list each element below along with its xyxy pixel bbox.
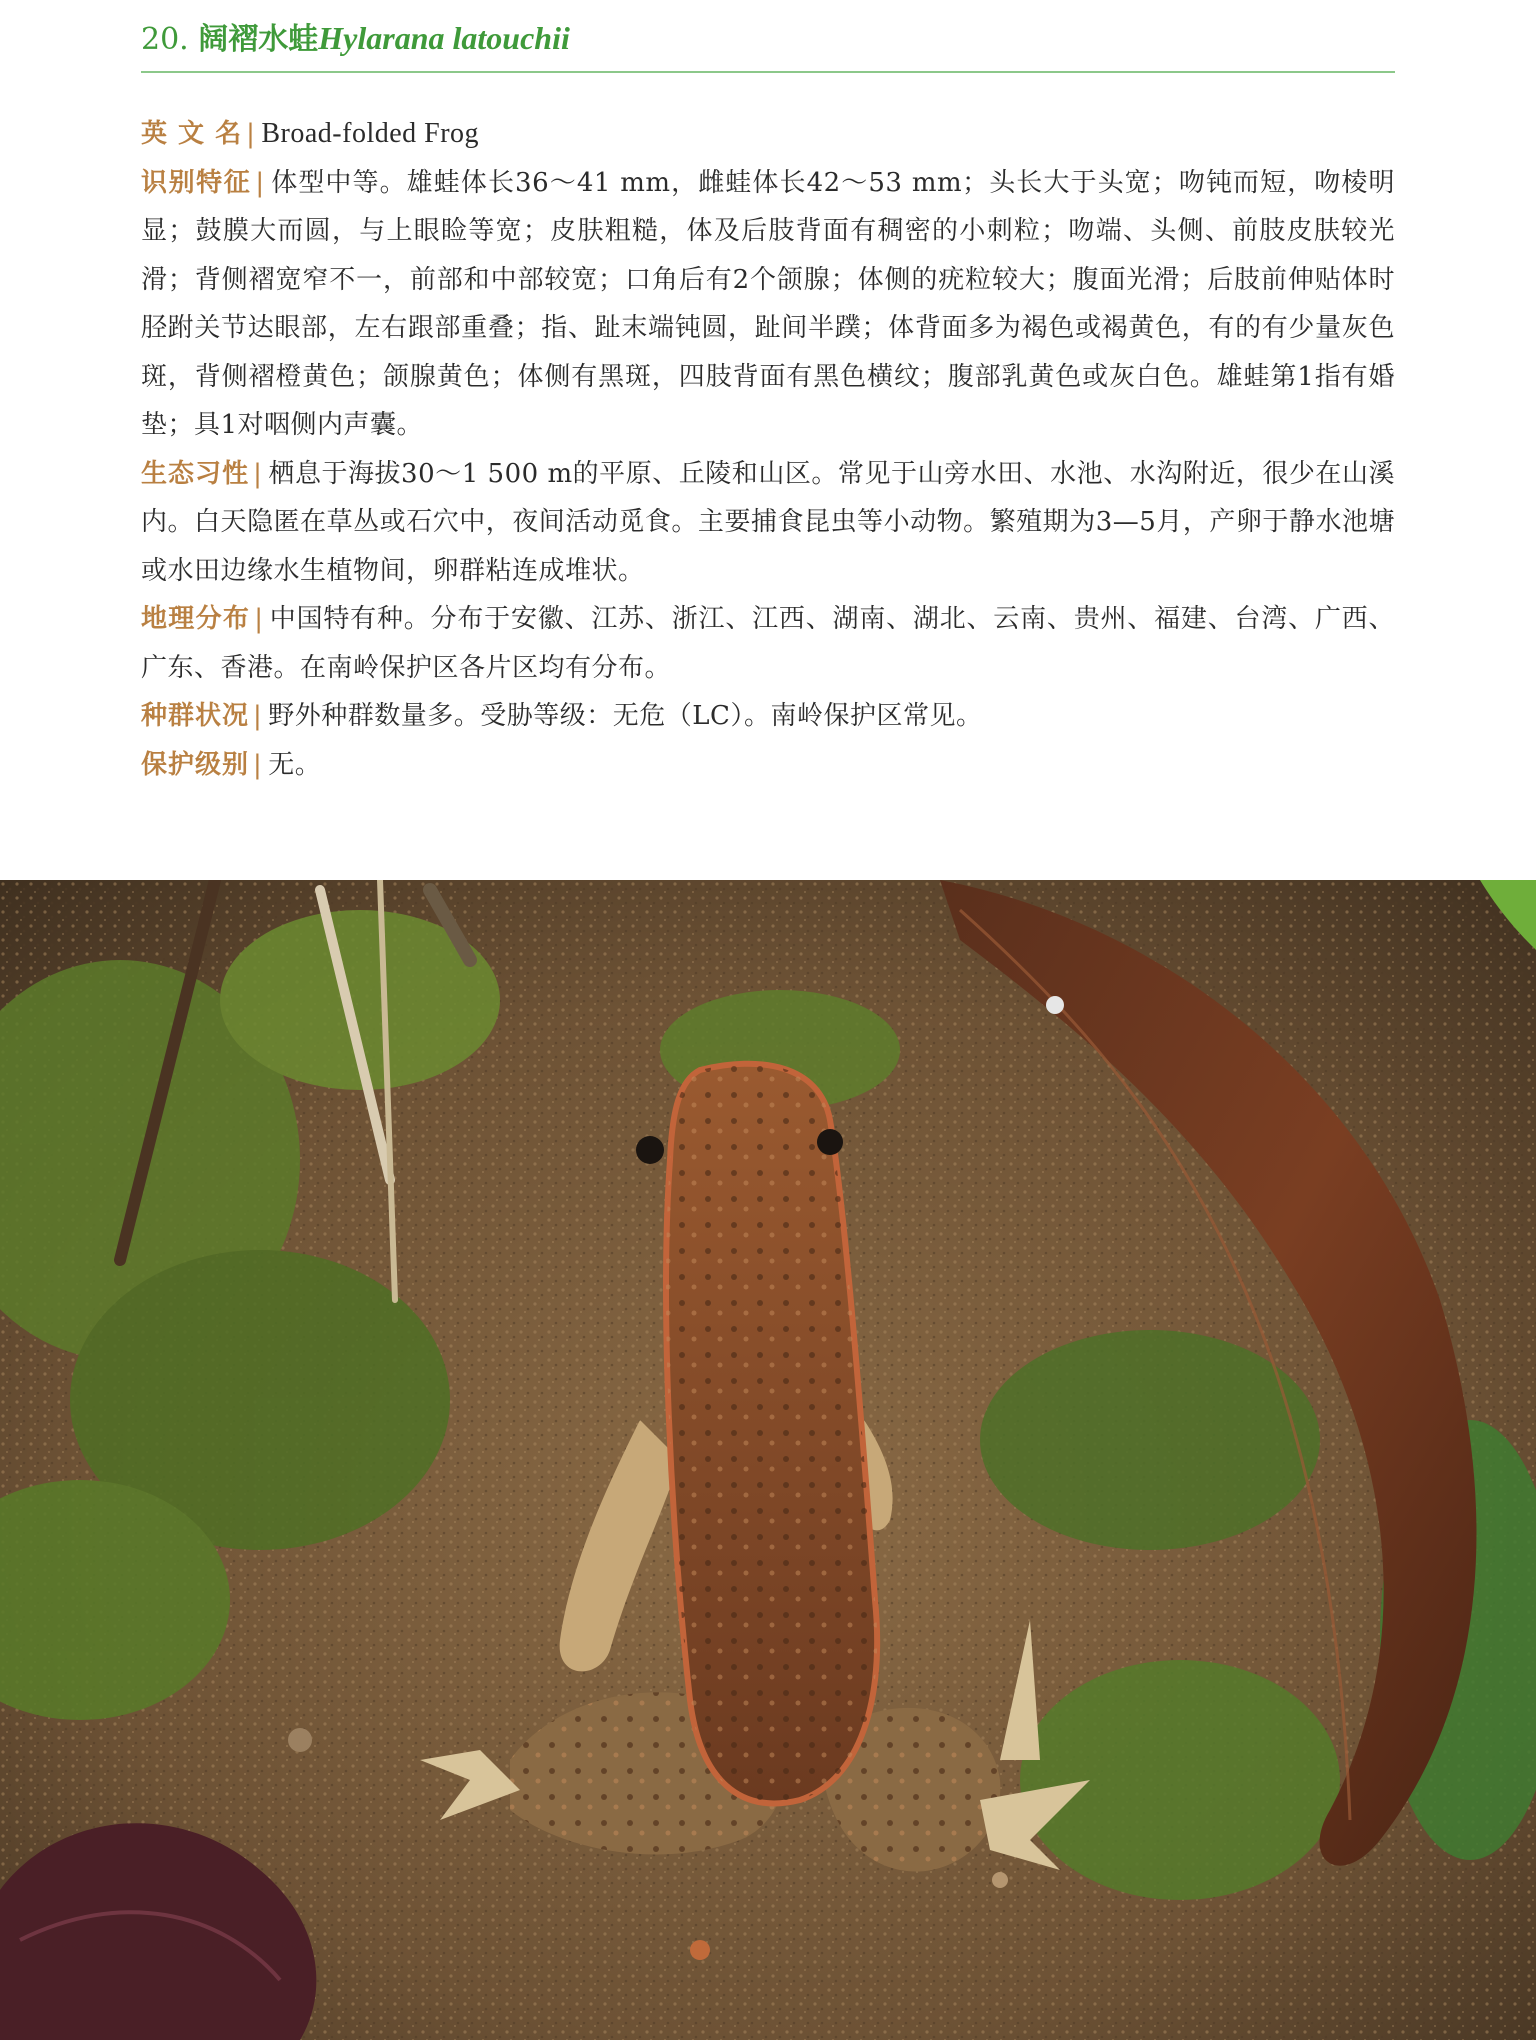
species-name-zh: 阔褶水蛙	[198, 22, 319, 57]
entry-label: 识别特征	[141, 167, 252, 198]
entry-text: 体型中等。雄蛙体长36～41 mm，雌蛙体长42～53 mm；头长大于头宽；吻钝而短，吻棱明显；鼓膜大而圆，与上眼睑等宽；皮肤粗糙，体及后肢背面有稠密的小刺粒；吻端、头侧、前肢皮肤较光滑；背侧褶宽窄不一，前部和中部较宽；口角后有2个颌腺；体侧的疣粒较大；腹面光滑；后肢前伸贴体时胫跗关节达眼部，左右跟部重叠；指、趾末端钝圆，趾间半蹼；体背面多为褐色或褐黄色，有的有少量灰色斑，背侧褶橙黄色；颌腺黄色；体侧有黑斑，四肢背面有黑色横纹；腹部乳黄色或灰白色。雄蛙第1指有婚垫；具1对咽侧内声囊。	[141, 167, 1395, 440]
species-name-latin: Hylarana latouchii	[318, 20, 570, 56]
frog-eye	[636, 1136, 664, 1164]
entry-english-name	[141, 110, 1395, 159]
entry-label: 种群状况	[141, 701, 250, 731]
page-title	[141, 18, 570, 60]
entry-text: Broad-folded Frog	[261, 118, 480, 149]
entry-separator: |	[254, 604, 264, 634]
entry-text: 栖息于海拔30～1 500 m的平原、丘陵和山区。常见于山旁水田、水池、水沟附近，很少在山溪内。白天隐匿在草丛或石穴中，夜间活动觅食。主要捕食昆虫等小动物。繁殖期为3—5月，产卵于静水池塘或水田边缘水生植物间，卵群粘连成堆状。	[141, 458, 1395, 586]
entry-ecology	[141, 450, 1395, 596]
page-header	[141, 14, 1395, 72]
frog-eye	[817, 1129, 843, 1155]
entry-text: 无。	[268, 749, 322, 780]
entry-text: 野外种群数量多。受胁等级：无危（LC）。南岭保护区常见。	[268, 701, 983, 731]
entry-population	[141, 692, 1395, 741]
entry-label: 保护级别	[141, 749, 250, 780]
entry-separator: |	[246, 119, 256, 149]
entry-protection	[141, 741, 1395, 790]
species-description	[141, 110, 1395, 789]
entry-separator: |	[255, 167, 265, 198]
entry-identification	[141, 159, 1395, 450]
entry-text: 中国特有种。分布于安徽、江苏、浙江、江西、湖南、湖北、云南、贵州、福建、台湾、广西、广东、香港。在南岭保护区各片区均有分布。	[141, 604, 1395, 683]
frog-photo	[0, 880, 1536, 2040]
species-number: 20.	[141, 22, 189, 57]
entry-label: 地理分布	[141, 604, 251, 634]
entry-label: 英 文 名	[141, 119, 243, 149]
entry-separator: |	[253, 701, 263, 731]
header-divider	[141, 71, 1395, 73]
entry-distribution	[141, 595, 1395, 692]
entry-separator: |	[253, 749, 263, 780]
entry-label: 生态习性	[141, 458, 250, 489]
entry-separator: |	[253, 458, 263, 489]
